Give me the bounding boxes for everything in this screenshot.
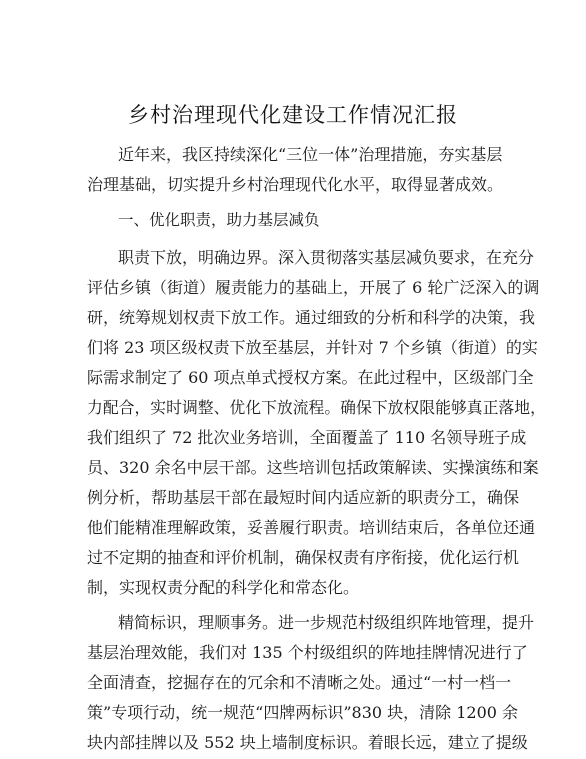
paragraph-line: 职责下放，明确边界。深入贯彻落实基层减负要求，在充分 (118, 248, 535, 267)
section-heading: 一、优化职责，助力基层减负 (118, 211, 320, 229)
paragraph-line: 力配合，实时调整、优化下放流程。确保下放权限能够真正落地， (87, 398, 546, 417)
paragraph-line: 全面清查，挖掘存在的冗余和不清晰之处。通过“一村一档一 (87, 673, 512, 692)
paragraph-line: 基层治理效能，我们对 135 个村级组织的阵地挂牌情况进行了 (87, 643, 528, 662)
paragraph-line: 员、320 余名中层干部。这些培训包括政策解读、实操演练和案 (87, 458, 539, 477)
intro-line: 近年来，我区持续深化“三位一体”治理措施，夯实基层 (118, 145, 503, 164)
paragraph-line: 研，统筹规划权责下放工作。通过细致的分析和科学的决策，我 (87, 308, 536, 327)
paragraph-line: 他们能精准理解政策，妥善履行职责。培训结束后，各单位还通 (87, 518, 536, 537)
intro-line: 治理基础，切实提升乡村治理现代化水平，取得显著成效。 (87, 175, 504, 194)
paragraph-line: 际需求制定了 60 项点单式授权方案。在此过程中，区级部门全 (87, 368, 534, 387)
paragraph-line: 们将 23 项区级权责下放至基层，并针对 7 个乡镇（街道）的实 (87, 338, 538, 357)
paragraph-line: 精简标识，理顺事务。进一步规范村级组织阵地管理，提升 (118, 613, 535, 632)
paragraph-line: 过不定期的抽查和评价机制，确保权责有序衔接，优化运行机 (87, 548, 520, 567)
paragraph-line: 块内部挂牌以及 552 块上墙制度标识。着眼长远，建立了提级 (87, 733, 528, 752)
paragraph-line: 例分析，帮助基层干部在最短时间内适应新的职责分工，确保 (87, 488, 520, 507)
paragraph-line: 评估乡镇（街道）履责能力的基础上，开展了 6 轮广泛深入的调 (87, 278, 540, 297)
paragraph-line: 策”专项行动，统一规范“四牌两标识”830 块，清除 1200 余 (87, 703, 519, 722)
paragraph-line: 制，实现权责分配的科学化和常态化。 (87, 578, 360, 597)
document-title: 乡村治理现代化建设工作情况汇报 (128, 103, 458, 127)
paragraph-line: 我们组织了 72 批次业务培训，全面覆盖了 110 名领导班子成 (87, 428, 527, 447)
